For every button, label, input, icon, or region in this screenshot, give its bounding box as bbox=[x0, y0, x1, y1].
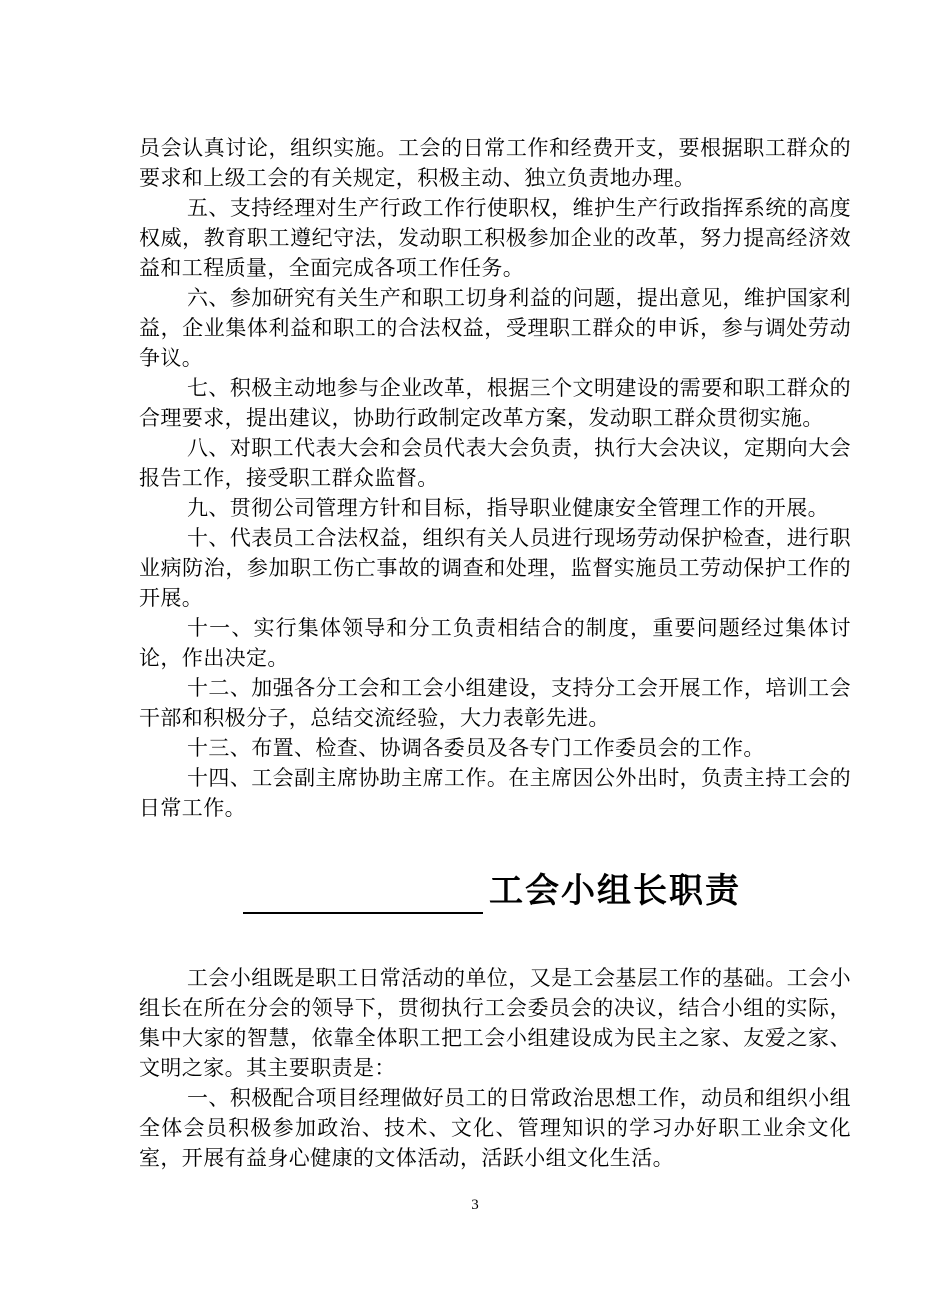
paragraph-item-5: 五、支持经理对生产行政工作行使职权，维护生产行政指挥系统的高度权威，教育职工遵纪守法，发动职工积极参加企业的改革，努力提高经济效益和工程质量，全面完成各项工作任务。 bbox=[139, 196, 851, 280]
paragraph-item-12: 十二、加强各分工会和工会小组建设，支持分工会开展工作，培训工会干部和积极分子，总结交流经验，大力表彰先进。 bbox=[139, 676, 851, 730]
page-number: 3 bbox=[471, 1197, 479, 1213]
bottom-text-block bbox=[139, 963, 851, 1173]
paragraph-continuation: 员会认真讨论，组织实施。工会的日常工作和经费开支，要根据职工群众的要求和上级工会的有关规定，积极主动、独立负责地办理。 bbox=[139, 136, 851, 190]
section-title: 工会小组长职责 bbox=[489, 871, 741, 911]
paragraph-intro: 工会小组既是职工日常活动的单位，又是工会基层工作的基础。工会小组长在所在分会的领导下，贯彻执行工会委员会的决议，结合小组的实际，集中大家的智慧，依靠全体职工把工会小组建设成为民主之家、友爱之家、文明之家。其主要职责是： bbox=[139, 966, 851, 1080]
paragraph-item-13: 十三、布置、检查、协调各委员及各专门工作委员会的工作。 bbox=[187, 736, 765, 760]
paragraph-item-6: 六、参加研究有关生产和职工切身利益的问题，提出意见，维护国家利益，企业集体利益和职工的合法权益，受理职工群众的申诉，参与调处劳动争议。 bbox=[139, 286, 851, 370]
heading-underline-blank bbox=[243, 912, 483, 914]
paragraph-item-10: 十、代表员工合法权益，组织有关人员进行现场劳动保护检查，进行职业病防治，参加职工伤亡事故的调查和处理，监督实施员工劳动保护工作的开展。 bbox=[139, 526, 851, 610]
section-heading bbox=[0, 868, 950, 918]
paragraph-item-7: 七、积极主动地参与企业改革，根据三个文明建设的需要和职工群众的合理要求，提出建议，协助行政制定改革方案，发动职工群众贯彻实施。 bbox=[139, 376, 851, 430]
top-text-block bbox=[139, 133, 851, 823]
paragraph-duty-1: 一、积极配合项目经理做好员工的日常政治思想工作，动员和组织小组全体会员积极参加政治、技术、文化、管理知识的学习办好职工业余文化室，开展有益身心健康的文体活动，活跃小组文化生活。 bbox=[139, 1086, 851, 1170]
paragraph-item-8: 八、对职工代表大会和会员代表大会负责，执行大会决议，定期向大会报告工作，接受职工群众监督。 bbox=[139, 436, 851, 490]
paragraph-item-14: 十四、工会副主席协助主席工作。在主席因公外出时，负责主持工会的日常工作。 bbox=[139, 766, 851, 820]
paragraph-item-9: 九、贯彻公司管理方针和目标，指导职业健康安全管理工作的开展。 bbox=[187, 496, 829, 520]
paragraph-item-11: 十一、实行集体领导和分工负责相结合的制度，重要问题经过集体讨论，作出决定。 bbox=[139, 616, 851, 670]
